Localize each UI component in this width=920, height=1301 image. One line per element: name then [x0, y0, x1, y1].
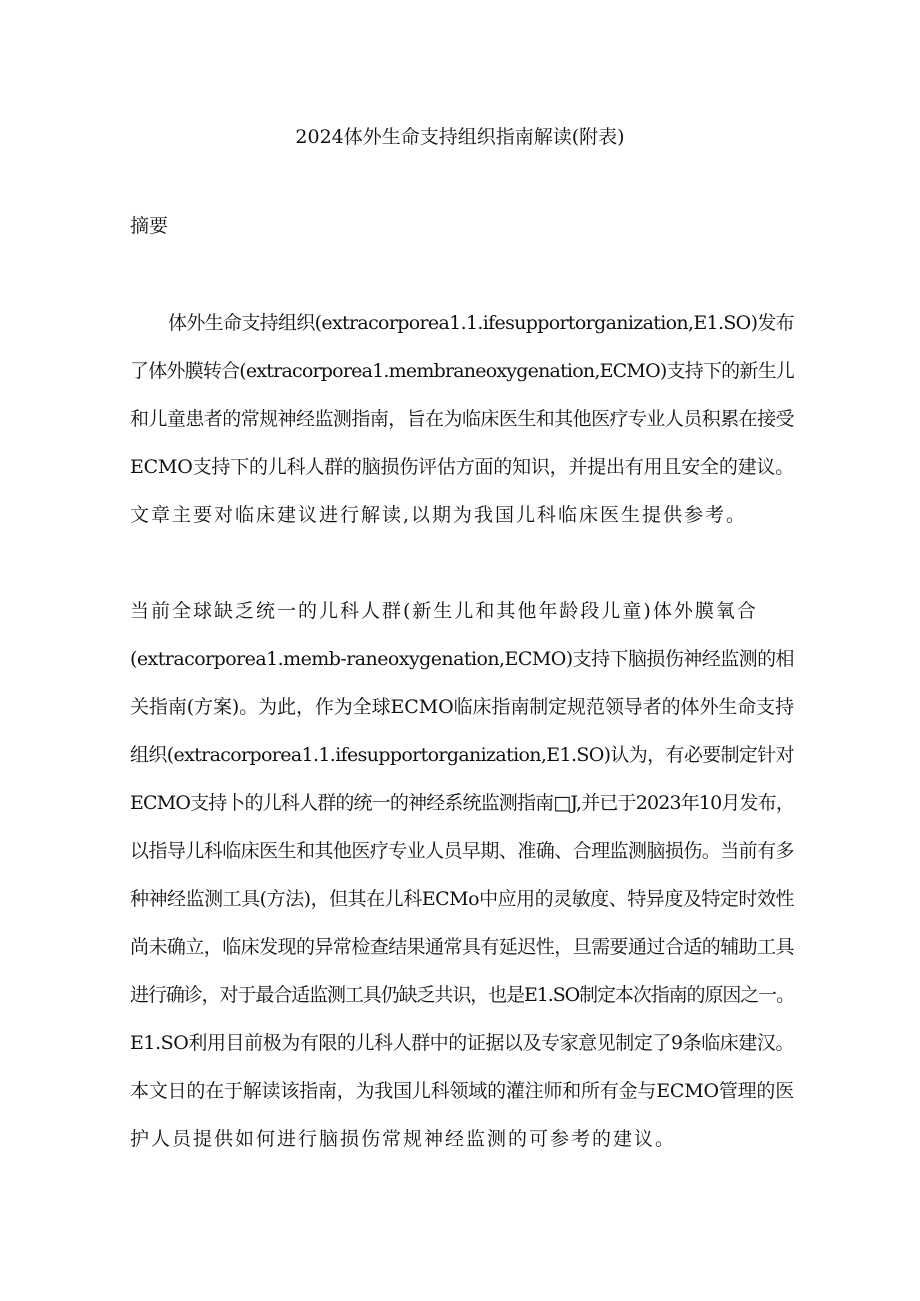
paragraph-line: 本文日的在于解读该指南，为我国儿科领域的灌注师和所有金与ECMO管理的医	[130, 1080, 794, 1102]
paragraph-line: (extracorporea1.memb-raneoxygenation,ECMO)支持下脑损伤神经监测的相	[130, 648, 794, 670]
body-paragraph	[130, 598, 794, 1174]
document-title: 2024体外生命支持组织指南解读(附表)	[295, 126, 625, 148]
paragraph-line: 文章主要对临床建议进行解读,以期为我国儿科临床医生提供参考。	[130, 504, 748, 526]
paragraph-line: 关指南(方案)。为此，作为全球ECMO临床指南制定规范领导者的体外生命支持	[130, 696, 795, 718]
paragraph-line: 尚未确立，临床发现的异常检查结果通常具有延迟性，旦需要通过合适的辅助工具	[130, 936, 794, 958]
paragraph-line: E1.SO利用目前极为有限的儿科人群中的证据以及专家意见制定了9条临床建汉。	[130, 1032, 794, 1054]
abstract-paragraph	[130, 310, 794, 550]
paragraph-line: ECMO支持下的儿科人群的脑损伤评估方面的知识，并提出有用且安全的建议。	[130, 456, 794, 478]
paragraph-line: 护人员提供如何进行脑损伤常规神经监测的可参考的建议。	[130, 1128, 677, 1150]
paragraph-line: 以指导儿科临床医生和其他医疗专业人员早期、准确、合理监测脑损伤。当前有多	[130, 840, 794, 862]
paragraph-line: 组织(extracorporea1.1.ifesupportorganization,E1.SO)认为，有必要制定针对	[130, 744, 794, 766]
abstract-heading: 摘要	[130, 215, 169, 237]
paragraph-line: 进行确诊，对于最合适监测工具仍缺乏共识，也是E1.SO制定本次指南的原因之一。	[130, 984, 794, 1006]
paragraph-line: 了体外膜转合(extracorporea1.membraneoxygenation,ECMO)支持下的新生儿	[130, 360, 794, 382]
paragraph-line: 当前全球缺乏统一的儿科人群(新生儿和其他年龄段儿童)体外膜氧合	[130, 600, 758, 622]
paragraph-line: 和儿童患者的常规神经监测指南，旨在为临床医生和其他医疗专业人员积累在接受	[130, 408, 794, 430]
paragraph-line: ECMO支持卜的儿科人群的统一的神经系统监测指南□J,并已于2023年10月发布，	[130, 792, 794, 814]
paragraph-line: 体外生命支持组织(extracorporea1.1.ifesupportorganization,E1.SO)发布	[168, 312, 794, 334]
paragraph-line: 种神经监测工具(方法)，但其在儿科ECMo中应用的灵敏度、特异度及特定时效性	[130, 888, 794, 910]
